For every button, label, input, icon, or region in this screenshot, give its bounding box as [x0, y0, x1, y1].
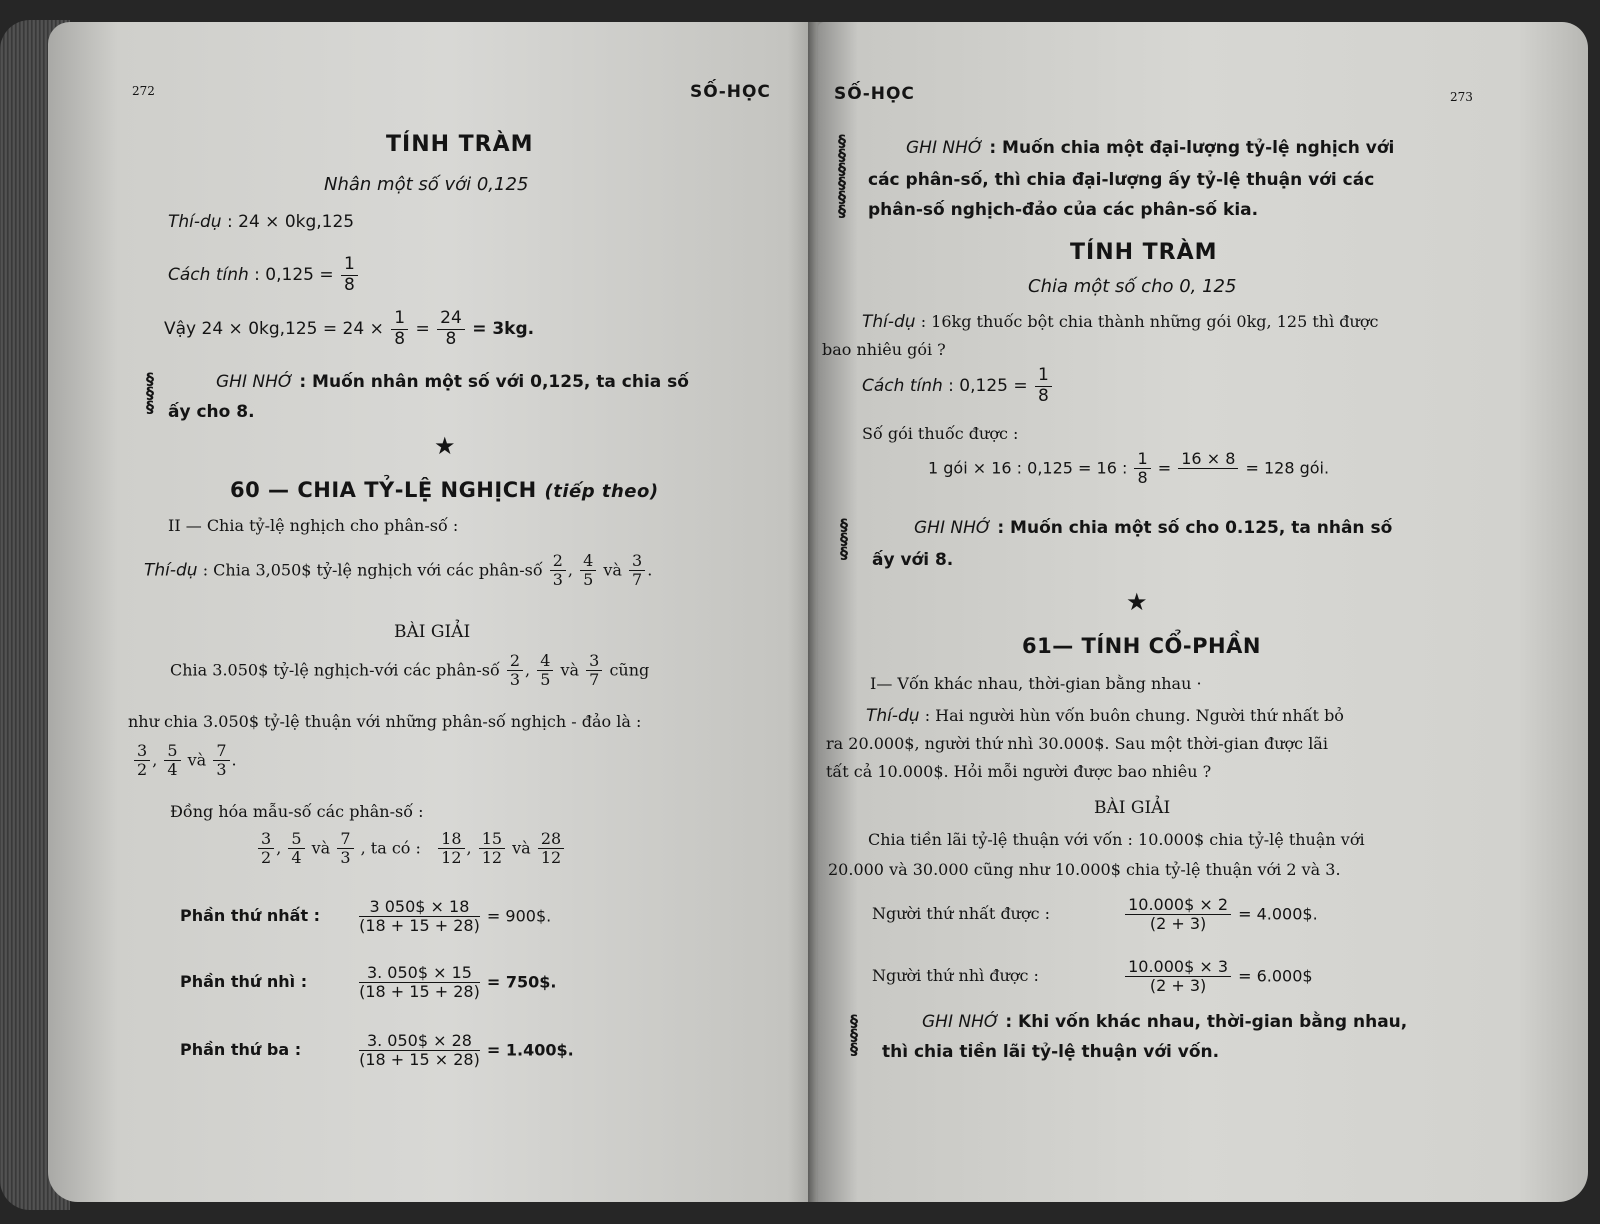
note-line [906, 138, 1394, 158]
conjunction: và [187, 750, 207, 770]
example-line-2: bao nhiêu gói ? [822, 340, 946, 359]
solution-heading: BÀI GIẢI [1094, 798, 1171, 818]
example-2-line-3: tất cả 10.000$. Hỏi mỗi người được bao nhiêu ? [826, 762, 1212, 781]
note-line [914, 518, 1392, 538]
part-result: = 1.400$. [486, 1040, 574, 1060]
section-heading [230, 478, 659, 502]
fraction: $\frac{3. 050\$ \times 15}{(18 + 15 + 28)}$ [359, 963, 480, 1002]
conjunction: và [512, 838, 531, 858]
running-head: SỐ-HỌC [690, 82, 771, 102]
inverse-fractions: $\frac{3}{2}$ , $\frac{5}{4}$ và $\frac{7}{3}$ . [132, 742, 237, 780]
page-number: 272 [132, 84, 155, 98]
page-title: TÍNH TRÀM [1070, 240, 1218, 265]
example-line [862, 312, 1378, 332]
fraction: $\frac{3}{7}$ [586, 652, 602, 690]
person-row [872, 896, 1318, 934]
part-result: = 750$. [486, 972, 557, 992]
example-text: : 24 × 0kg,125 [227, 212, 355, 232]
person-result: = 4.000$. [1238, 904, 1318, 924]
part-heading: I— Vốn khác nhau, thời-gian bằng nhau · [870, 674, 1202, 693]
conjunction: và [560, 660, 580, 680]
solution-line-1: Chia tiền lãi tỷ-lệ thuận với vốn : 10.000$ chia tỷ-lệ thuận với [868, 830, 1365, 849]
star-icon: ★ [1126, 588, 1148, 616]
example-text: : Chia 3,050$ tỷ-lệ nghịch với các phân-số [202, 560, 543, 580]
method-text: : 0,125 = [254, 265, 334, 286]
star-icon: ★ [434, 432, 456, 460]
note-line-2: các phân-số, thì chia đại-lượng ấy tỷ-lệ thuận với các [868, 170, 1375, 190]
part-result: = 900$. [486, 906, 552, 926]
example-label: Thí-dụ [168, 212, 222, 232]
fraction: $\frac{24}{8}$ [437, 309, 465, 349]
example-line [168, 212, 354, 232]
example-label: Thí-dụ [144, 560, 198, 581]
example-2-line-2: ra 20.000$, người thứ nhì 30.000$. Sau một thời-gian được lãi [826, 734, 1328, 753]
part-label: Phần thứ nhì : [180, 972, 308, 992]
example-label: Thí-dụ [862, 312, 916, 332]
fraction: $\frac{7}{3}$ [213, 742, 229, 780]
equals: = [1157, 458, 1172, 478]
page-title: TÍNH TRÀM [386, 132, 534, 157]
section-suffix: (tiếp theo) [544, 481, 659, 502]
solution-text-end: cũng [609, 660, 650, 680]
note-marker-icon: § § § § § § [838, 131, 846, 220]
result-end: = 3kg. [472, 319, 535, 340]
fraction: $\frac{18}{12}$ [438, 830, 464, 868]
fraction: $\frac{4}{5}$ [580, 552, 596, 590]
person-label: Người thứ nhất được : [872, 904, 1051, 924]
part-row [180, 898, 551, 936]
fraction: $\frac{2}{3}$ [550, 552, 566, 590]
method-line [862, 366, 1054, 406]
example-text: : Hai người hùn vốn buôn chung. Người thứ nhất bỏ [924, 706, 1344, 725]
calculation-text: 1 gói × 16 : 0,125 = 16 : [928, 458, 1128, 478]
equals: = [415, 319, 430, 340]
note-line-2: ấy với 8. [872, 550, 954, 570]
note-marker-icon: § § § [850, 1011, 858, 1058]
fraction: $\frac{10.000\$ \times 3}{(2 + 3)}$ [1125, 958, 1231, 996]
running-head: SỐ-HỌC [834, 84, 915, 104]
subtitle: Nhân một số với 0,125 [324, 174, 529, 195]
fraction: $\frac{1}{8}$ [341, 255, 358, 295]
part-row [180, 1032, 574, 1070]
note-line [922, 1012, 1407, 1032]
method-text: : 0,125 = [948, 376, 1028, 397]
left-page [48, 22, 823, 1202]
person-result: = 6.000$ [1238, 966, 1313, 986]
section-heading: 61— TÍNH CỔ-PHẦN [1022, 634, 1261, 658]
method-label: Cách tính [168, 265, 249, 286]
common-denominator-fractions: $\frac{3}{2}$ , $\frac{5}{4}$ và $\frac{7}{3}$ , ta có : $\frac{18}{12}$ , $\frac{15}{12}$ và $\frac{28}{12}$ [256, 830, 566, 868]
fraction: $\frac{3. 050\$ \times 28}{(18 + 15 \times 28)}$ [359, 1031, 480, 1070]
note-text: : Muốn chia một số cho 0.125, ta nhân số [997, 518, 1393, 538]
fraction: $\frac{1}{8}$ [1134, 450, 1150, 488]
fraction: $\frac{3}{7}$ [629, 552, 645, 590]
method-label: Cách tính [862, 376, 943, 397]
fraction: $\frac{10.000\$ \times 2}{(2 + 3)}$ [1125, 896, 1231, 934]
fraction: $\frac{1}{8}$ [1035, 366, 1052, 406]
note-text: : Muốn nhân một số với 0,125, ta chia số [299, 372, 689, 392]
note-label: GHI NHỚ [914, 518, 992, 538]
note-marker-icon: § § § [146, 369, 154, 416]
fraction: $\frac{7}{3}$ [337, 830, 353, 868]
calculation-line [928, 450, 1329, 488]
right-page [818, 22, 1588, 1202]
solution-line-2: như chia 3.050$ tỷ-lệ thuận với những phân-số nghịch - đảo là : [128, 712, 642, 731]
part-heading: II — Chia tỷ-lệ nghịch cho phân-số : [168, 516, 459, 535]
section-title: 60 — CHIA TỶ-LỆ NGHỊCH [230, 478, 537, 502]
part-row [180, 964, 557, 1002]
note-line [216, 372, 689, 392]
method-line [168, 255, 360, 295]
note-label: GHI NHỚ [922, 1012, 1000, 1032]
page-number: 273 [1450, 90, 1473, 104]
example-label: Thí-dụ [866, 706, 920, 726]
person-row [872, 958, 1313, 996]
note-line-2: ấy cho 8. [168, 402, 255, 422]
fraction: $\frac{1}{8}$ [391, 309, 408, 349]
solution-line-1: Chia 3.050$ tỷ-lệ nghịch-với các phân-số $\frac{2}{3}$ , $\frac{4}{5}$ và $\frac{3}{7}$ cũng [170, 651, 650, 690]
example-2-line [866, 706, 1344, 726]
conjunction: và [603, 560, 622, 580]
common-denominator-line: Đồng hóa mẫu-số các phân-số : [170, 802, 424, 821]
fraction: $\frac{5}{4}$ [288, 830, 304, 868]
example-2-line: Thí-dụ : Chia 3,050$ tỷ-lệ nghịch với các phân-số $\frac{2}{3}$ , $\frac{4}{5}$ và $\frac{3}{7}$ . [144, 551, 653, 590]
note-line-2: thì chia tiền lãi tỷ-lệ thuận với vốn. [882, 1042, 1220, 1062]
result-start: Vậy 24 × 0kg,125 = 24 × [164, 319, 384, 340]
fraction: $\frac{3 050\$ \times 18}{(18 + 15 + 28)}$ [359, 897, 480, 936]
fraction: $\frac{2}{3}$ [507, 652, 523, 690]
conclusion-text: , ta có : [360, 838, 421, 858]
calculation-result: = 128 gói. [1245, 458, 1330, 478]
part-label: Phần thứ nhất : [180, 906, 321, 926]
count-line: Số gói thuốc được : [862, 424, 1019, 443]
example-text: : 16kg thuốc bột chia thành những gói 0kg, 125 thì được [920, 312, 1379, 331]
fraction: $\frac{4}{5}$ [537, 652, 553, 690]
fraction: $\frac{28}{12}$ [538, 830, 564, 868]
result-line [164, 309, 534, 349]
part-label: Phần thứ ba : [180, 1040, 302, 1060]
solution-heading: BÀI GIẢI [394, 622, 471, 642]
fraction: $\frac{3}{2}$ [258, 830, 274, 868]
conjunction: và [311, 838, 331, 858]
person-label: Người thứ nhì được : [872, 966, 1039, 986]
subtitle: Chia một số cho 0, 125 [1028, 276, 1237, 297]
fraction: 16 × 8 [1178, 450, 1238, 488]
note-label: GHI NHỚ [906, 138, 984, 158]
note-marker-icon: § § § [840, 515, 848, 562]
note-label: GHI NHỚ [216, 372, 294, 392]
solution-line-2: 20.000 và 30.000 cũng như 10.000$ chia tỷ-lệ thuận với 2 và 3. [828, 860, 1341, 879]
note-text: : Khi vốn khác nhau, thời-gian bằng nhau, [1005, 1012, 1408, 1032]
note-text: : Muốn chia một đại-lượng tỷ-lệ nghịch với [989, 138, 1395, 158]
fraction: $\frac{3}{2}$ [134, 742, 150, 780]
note-line-3: phân-số nghịch-đảo của các phân-số kia. [868, 200, 1259, 220]
fraction: $\frac{5}{4}$ [164, 742, 180, 780]
fraction: $\frac{15}{12}$ [479, 830, 505, 868]
solution-text: Chia 3.050$ tỷ-lệ nghịch-với các phân-số [170, 660, 500, 680]
